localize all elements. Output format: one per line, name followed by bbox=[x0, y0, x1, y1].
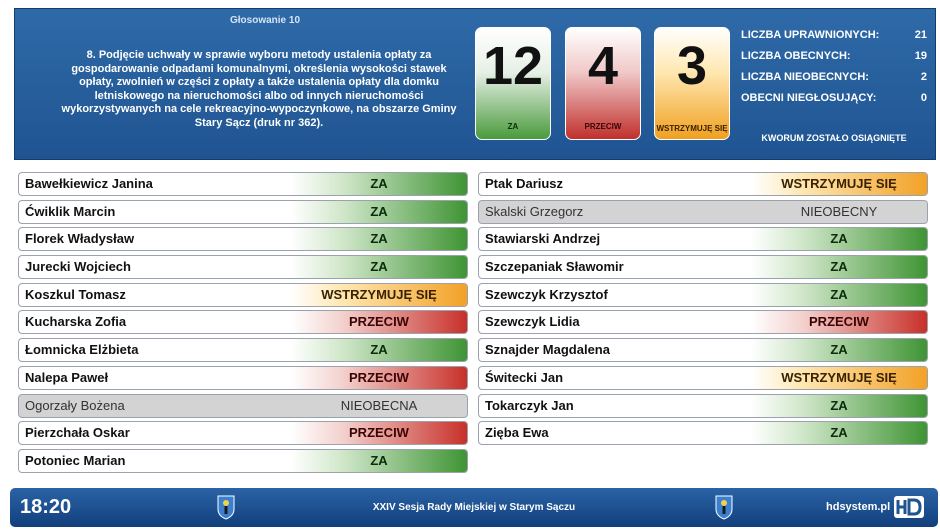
vote-badge: ZA bbox=[291, 201, 467, 223]
vote-badge: ZA bbox=[291, 256, 467, 278]
councillor-name: Szewczyk Krzysztof bbox=[485, 286, 608, 302]
vote-badge: ZA bbox=[751, 422, 927, 444]
councillor-name: Sznajder Magdalena bbox=[485, 342, 610, 358]
vote-badge: PRZECIW bbox=[751, 311, 927, 333]
vote-badge: ZA bbox=[751, 256, 927, 278]
count-za-label: ZA bbox=[507, 122, 519, 131]
councillor-row bbox=[18, 366, 468, 390]
vote-badge: ZA bbox=[291, 173, 467, 195]
councillor-row bbox=[18, 421, 468, 445]
vote-badge: WSTRZYMUJĘ SIĘ bbox=[291, 284, 467, 306]
councillor-name: Stawiarski Andrzej bbox=[485, 231, 601, 247]
vote-badge: NIEOBECNY bbox=[800, 203, 878, 219]
councillor-row bbox=[18, 394, 468, 418]
councillor-row bbox=[478, 227, 928, 251]
councillor-row bbox=[478, 283, 928, 307]
vote-badge: PRZECIW bbox=[291, 311, 467, 333]
councillor-name: Zięba Ewa bbox=[485, 425, 549, 441]
councillor-name: Florek Władysław bbox=[25, 231, 135, 247]
attendance-stats bbox=[741, 25, 927, 109]
councillor-row bbox=[18, 172, 468, 196]
hd-logo-icon bbox=[893, 495, 925, 519]
stat-label: LICZBA OBECNYCH: bbox=[741, 50, 851, 62]
count-przeciw-label: PRZECIW bbox=[584, 122, 622, 131]
clock: 18:20 bbox=[20, 496, 72, 518]
vote-badge: ZA bbox=[291, 339, 467, 361]
count-card-za bbox=[475, 27, 551, 140]
councillor-row bbox=[478, 366, 928, 390]
councillor-name: Potoniec Marian bbox=[25, 452, 126, 468]
stat-value: 0 bbox=[920, 92, 927, 104]
stat-label: LICZBA UPRAWNIONYCH: bbox=[741, 29, 880, 41]
councillor-row bbox=[18, 200, 468, 224]
councillor-name: Koszkul Tomasz bbox=[25, 286, 126, 302]
crest-icon bbox=[216, 494, 236, 520]
councillor-name: Łomnicka Elżbieta bbox=[25, 342, 139, 358]
councillor-name: Szczepaniak Sławomir bbox=[485, 259, 624, 275]
councillor-name: Jurecki Wojciech bbox=[25, 259, 131, 275]
vote-badge: ZA bbox=[291, 228, 467, 250]
councillor-name: Bawełkiewicz Janina bbox=[25, 176, 153, 191]
stat-row bbox=[741, 46, 927, 67]
count-za-value: 12 bbox=[482, 36, 544, 96]
councillor-row bbox=[18, 449, 468, 473]
stat-row bbox=[741, 88, 927, 109]
councillor-name: Świtecki Jan bbox=[485, 369, 564, 385]
councillor-name: Skalski Grzegorz bbox=[485, 203, 584, 219]
vote-header-panel bbox=[14, 8, 936, 160]
footer-bar bbox=[10, 488, 938, 527]
vote-badge: ZA bbox=[291, 450, 467, 472]
councillor-name: Pierzchała Oskar bbox=[25, 425, 130, 441]
vote-title: Głosowanie 10 bbox=[229, 15, 301, 26]
councillor-row bbox=[478, 421, 928, 445]
vote-badge: WSTRZYMUJĘ SIĘ bbox=[751, 173, 927, 195]
stat-value: 19 bbox=[914, 50, 927, 62]
councillor-row bbox=[478, 394, 928, 418]
vote-badge: ZA bbox=[751, 339, 927, 361]
councillor-list-left bbox=[18, 172, 468, 477]
vote-badge: ZA bbox=[751, 284, 927, 306]
councillor-name: Szewczyk Lidia bbox=[485, 314, 580, 330]
count-wstrzymuje-value: 3 bbox=[676, 36, 708, 96]
vote-badge: PRZECIW bbox=[291, 367, 467, 389]
stat-row bbox=[741, 67, 927, 88]
councillor-list-right bbox=[478, 172, 928, 449]
stat-row bbox=[741, 25, 927, 46]
councillor-row bbox=[18, 338, 468, 362]
count-card-przeciw bbox=[565, 27, 641, 140]
stat-value: 2 bbox=[920, 71, 927, 83]
councillor-row bbox=[478, 172, 928, 196]
quorum-status: KWORUM ZOSTAŁO OSIĄGNIĘTE bbox=[761, 133, 907, 143]
councillor-row bbox=[18, 255, 468, 279]
councillor-row bbox=[478, 200, 928, 224]
councillor-name: Nalepa Paweł bbox=[25, 369, 109, 385]
councillor-name: Tokarczyk Jan bbox=[485, 397, 574, 413]
councillor-row bbox=[478, 255, 928, 279]
count-card-wstrzymuje bbox=[654, 27, 730, 140]
councillor-row bbox=[478, 310, 928, 334]
councillor-row bbox=[18, 227, 468, 251]
councillor-row bbox=[18, 283, 468, 307]
councillor-row bbox=[18, 310, 468, 334]
stat-value: 21 bbox=[914, 29, 927, 41]
stat-label: OBECNI NIEGŁOSUJĄCY: bbox=[741, 92, 877, 104]
vote-badge: PRZECIW bbox=[291, 422, 467, 444]
councillor-name: Ćwiklik Marcin bbox=[25, 203, 116, 219]
councillor-name: Ptak Dariusz bbox=[485, 176, 564, 191]
resolution-text: 8. Podjęcie uchwały w sprawie wyboru metody ustalenia opłaty za gospodarowanie odpadami komunalnymi, określenia wysokości stawek opłaty, zwolnień w części z opłaty a także ustalenia opłaty dla domku letniskowego na nieruchomości albo od innych nieruchomości wykorzystywanych na cele rekreacyjno-wypoczynkowe, na obszarze Gminy Stary Sącz (druk nr 362). bbox=[61, 49, 457, 129]
stat-label: LICZBA NIEOBECNYCH: bbox=[741, 71, 869, 83]
vote-badge: WSTRZYMUJĘ SIĘ bbox=[751, 367, 927, 389]
site-url: hdsystem.pl bbox=[826, 501, 891, 513]
crest-icon bbox=[714, 494, 734, 520]
vote-badge: ZA bbox=[751, 395, 927, 417]
vote-badge: NIEOBECNA bbox=[340, 397, 418, 413]
councillor-name: Ogorzały Bożena bbox=[25, 397, 125, 413]
count-wstrzymuje-label: WSTRZYMUJĘ SIĘ bbox=[656, 124, 728, 133]
count-przeciw-value: 4 bbox=[587, 36, 619, 96]
vote-badge: ZA bbox=[751, 228, 927, 250]
councillor-row bbox=[478, 338, 928, 362]
councillor-name: Kucharska Zofia bbox=[25, 314, 127, 330]
session-title: XXIV Sesja Rady Miejskiej w Starym Sączu bbox=[372, 502, 576, 513]
